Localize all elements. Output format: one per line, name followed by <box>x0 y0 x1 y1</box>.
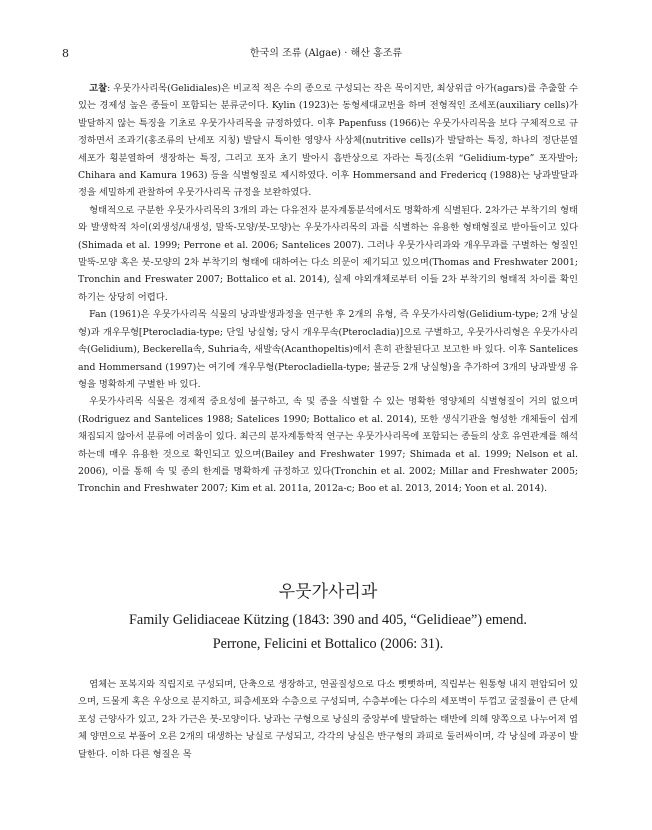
family-latin-line-2: Perrone, Felicini et Bottalico (2006: 31). <box>212 636 444 652</box>
discussion-lead: 고찰 <box>89 83 108 94</box>
discussion-paragraph-1-text: : 우뭇가사리목(Gelidiales)은 비교적 적은 수의 종으로 구성되는 작은 목이지만, 최상위급 아가(agars)를 추출할 수 있는 경제성 높은 종들이 포함되는 분류군이다. Kylin (1923)는 동형세대교번을 하며 전형적인 조세포(auxiliary cells)가 발달하지 않는 특징을 기초로 우뭇가사리목을 규정하였다. 이후 Papenfuss (1966)는 우뭇가사리목을 보다 구체적으로 규정하면서 조과기(홍조류의 난세포 지칭) 발달시 특이한 영양사 사상체(nutritive cells)가 발달하는 특징, 하나의 정단분열세포가 횡분열하여 생장하는 특징, 그리고 포자 초기 발아시 흡반상으로 자라는 특징(소위 “Gelidium-type” 포자발아; Chihara and Kamura 1963) 등을 식별형질로 제시하였다. 이후 Hommersand and Fredericq (1988)는 낭과발달과정을 세밀하게 관찰하여 우뭇가사리목 규정을 보완하였다. <box>78 83 578 199</box>
family-heading <box>78 580 578 656</box>
discussion-paragraph-3: Fan (1961)은 우뭇가사리목 식물의 낭과발생과정을 연구한 후 2개의 유형, 즉 우뭇가사리형(Gelidium-type; 2개 낭실형)과 개우무형[Pterocladia-type; 단일 낭실형; 당시 개우무속(Pterocladia)]으로 구별하고, 우뭇가사리형은 우뭇가사리속(Gelidium), Beckerella속, Suhria속, 새발속(Acanthopeltis)에서 흔히 관찰된다고 보고한 바 있다. 이후 Santelices and Hommersand (1997)는 여기에 개우무형(Pterocladiella-type; 불균등 2개 낭실형)을 추가하여 3개의 낭과발생 유형을 명확하게 구별한 바 있다. <box>78 309 578 390</box>
discussion-section <box>78 80 578 498</box>
page-header <box>62 46 590 62</box>
page-number: 8 <box>62 47 69 60</box>
running-head: 한국의 조류 (Algae) · 해산 홍조류 <box>249 48 403 59</box>
family-description <box>78 676 578 763</box>
family-korean-name: 우뭇가사리과 <box>278 582 378 602</box>
discussion-paragraph-1 <box>78 80 578 202</box>
description-paragraph: 엽체는 포복지와 직립지로 구성되며, 단축으로 생장하고, 연골질성으로 다소 뻣뻣하며, 직립부는 원통형 내지 편압되어 있으며, 드물게 혹은 우상으로 분지하고, 피층세포와 수층으로 구성되며, 수층부에는 다수의 세포벽이 두껍고 굴절률이 큰 단세포성 근양사가 있고, 2차 가근은 붓-모양이다. 낭과는 구형으로 낭실의 중앙부에 발달하는 태반에 의해 양쪽으로 나누어져 엽체 양면으로 부풀어 오른 2개의 대생하는 낭실로 구성되고, 각각의 낭실은 반구형의 과피로 둘러싸이며, 각 낭실에 과공이 발달한다. 이하 다른 형질은 목 <box>78 679 578 760</box>
discussion-paragraph-4: 우뭇가사리목 식물은 경제적 중요성에 불구하고, 속 및 종을 식별할 수 있는 명확한 영양체의 식별형질이 거의 없으며(Rodriguez and Santelices 1988; Satelices 1990; Bottalico et al. 2014), 또한 생식기관을 형성한 개체들이 쉽게 채집되지 않아서 분류에 어려움이 있다. 최근의 분자계통학적 연구는 우뭇가사리목에 포함되는 종들의 상호 유연관계를 해석하는데 매우 유용한 것으로 확인되고 있으며(Bailey and Freshwater 1997; Shimada et al. 1999; Nelson et al. 2006), 이를 통해 속 및 종의 한계를 명확하게 규정하고 있다(Tronchin et al. 2002; Millar and Freshwater 2005; Tronchin and Freshwater 2007; Kim et al. 2011a, 2012a-c; Boo et al. 2013, 2014; Yoon et al. 2014). <box>78 396 578 495</box>
discussion-paragraph-2: 형태적으로 구분한 우뭇가사리목의 3개의 과는 다유전자 분자계통분석에서도 명확하게 식별된다. 2차가근 부착기의 형태와 발생학적 차이(외생성/내생성, 말뚝-모양/붓-모양)는 우뭇가사리목의 과를 식별하는 유용한 형태형질로 받아들이고 있다(Shimada et al. 1999; Perrone et al. 2006; Santelices 2007). 그러나 우뭇가사리과와 개우무과를 구별하는 형질인 말뚝-모양 혹은 붓-모양의 2차 부착기의 형태에 대하여는 다소 의문이 제기되고 있으며(Thomas and Freshwater 2001; Tronchin and Freswater 2007; Bottalico et al. 2014), 실제 야외개체로부터 이들 2차 부착기의 형태적 차이를 확인하기는 상당히 어렵다. <box>78 204 578 303</box>
family-latin-line-1: Family Gelidiaceae Kützing (1843: 390 and 405, “Gelidieae”) emend. <box>129 612 527 628</box>
